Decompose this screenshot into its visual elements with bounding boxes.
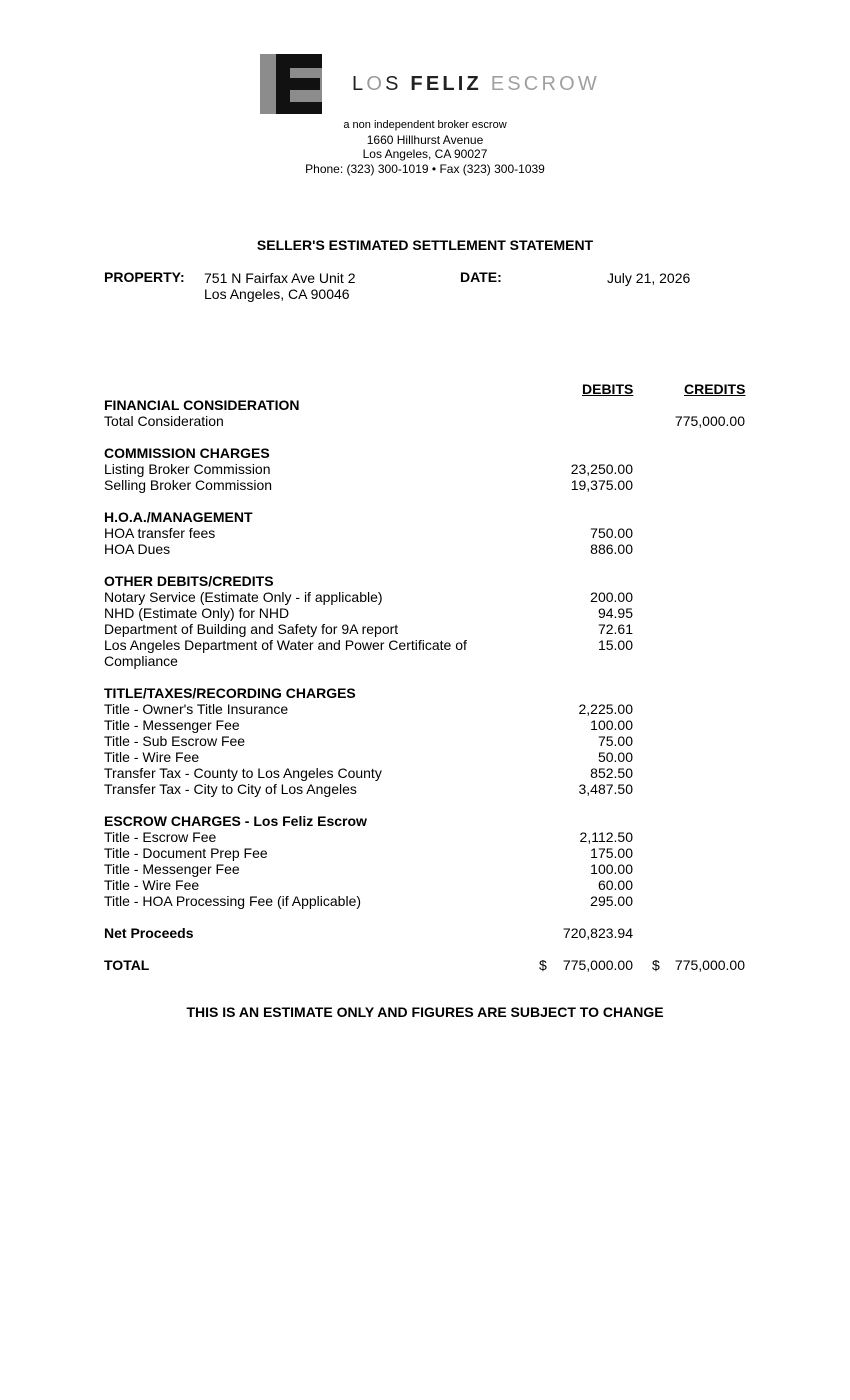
ledger-row (104, 621, 764, 637)
logo-text-o: O (366, 73, 386, 95)
company-phone-fax: Phone: (323) 300-1019 • Fax (323) 300-1039 (305, 161, 545, 176)
company-address-block (0, 118, 850, 176)
row-debit: 50.00 (597, 749, 633, 765)
row-description: Title - Wire Fee (104, 877, 200, 893)
ledger-row (104, 589, 764, 605)
logo-text-feliz: FELIZ (410, 73, 482, 95)
row-debit: 94.95 (597, 605, 633, 621)
row-description: Total Consideration (104, 413, 224, 429)
row-description: Title - Messenger Fee (104, 717, 240, 733)
total-credit-currency: $ (652, 957, 660, 973)
row-description: NHD (Estimate Only) for NHD (104, 605, 290, 621)
row-debit: 750.00 (590, 525, 633, 541)
company-logo-wordmark (352, 72, 600, 96)
row-description: Title - Escrow Fee (104, 829, 217, 845)
ledger-row (104, 861, 764, 877)
row-debit: 100.00 (590, 717, 633, 733)
property-label: PROPERTY: (104, 269, 185, 285)
section-title: OTHER DEBITS/CREDITS (104, 573, 274, 589)
ledger-row (104, 877, 764, 893)
row-debit: 23,250.00 (570, 461, 633, 477)
row-description: Transfer Tax - City to City of Los Angeles (104, 781, 357, 797)
company-street: 1660 Hillhurst Avenue (366, 132, 484, 147)
section-title: H.O.A./MANAGEMENT (104, 509, 253, 525)
net-proceeds-row (104, 925, 764, 941)
row-description: Title - Owner's Title Insurance (104, 701, 289, 717)
section-commission-charges (104, 445, 764, 493)
section-title: FINANCIAL CONSIDERATION (104, 397, 300, 413)
net-proceeds-label: Net Proceeds (104, 925, 194, 941)
row-debit: 100.00 (590, 861, 633, 877)
row-debit: 60.00 (597, 877, 633, 893)
ledger-row (104, 829, 764, 845)
ledger-row (104, 605, 764, 621)
date-value: July 21, 2026 (607, 270, 691, 286)
ledger-row (104, 541, 764, 557)
row-description: Department of Building and Safety for 9A report (104, 621, 399, 637)
ledger-row (104, 733, 764, 749)
row-description: Transfer Tax - County to Los Angeles County (104, 765, 382, 781)
row-description: Title - Messenger Fee (104, 861, 240, 877)
debits-column-header: DEBITS (582, 381, 634, 397)
row-debit: 15.00 (597, 637, 633, 653)
row-debit: 2,225.00 (578, 701, 633, 717)
document-title: SELLER'S ESTIMATED SETTLEMENT STATEMENT (256, 237, 594, 253)
ledger-row (104, 845, 764, 861)
row-debit: 200.00 (590, 589, 633, 605)
net-proceeds-debit: 720,823.94 (562, 925, 633, 941)
company-tagline: a non independent broker escrow (343, 119, 507, 131)
row-debit: 295.00 (590, 893, 633, 909)
property-address-line1: 751 N Fairfax Ave Unit 2 (204, 270, 356, 286)
logo-text-escrow: ESCROW (490, 73, 600, 95)
ledger-row (104, 765, 764, 781)
ledger-row (104, 893, 764, 909)
ledger-row (104, 701, 764, 717)
total-debit: 775,000.00 (562, 957, 633, 973)
section-other-debits-credits (104, 573, 764, 669)
section-financial-consideration (104, 397, 764, 429)
ledger-row (104, 637, 764, 669)
row-debit: 852.50 (590, 765, 633, 781)
row-description: Selling Broker Commission (104, 477, 273, 493)
ledger-row (104, 717, 764, 733)
ledger-row (104, 413, 764, 429)
los-feliz-escrow-logo-icon (260, 54, 322, 114)
total-label: TOTAL (104, 957, 150, 973)
ledger-row (104, 461, 764, 477)
row-description: Title - Document Prep Fee (104, 845, 268, 861)
ledger-row (104, 781, 764, 797)
row-description: HOA Dues (104, 541, 171, 557)
row-credit: 775,000.00 (674, 413, 745, 429)
ledger-row (104, 749, 764, 765)
company-city: Los Angeles, CA 90027 (362, 147, 488, 161)
section-title-taxes-recording (104, 685, 764, 797)
logo-text-l: L (352, 73, 367, 95)
row-description: Listing Broker Commission (104, 461, 271, 477)
section-title: COMMISSION CHARGES (104, 445, 270, 461)
row-debit: 72.61 (597, 621, 633, 637)
section-title: TITLE/TAXES/RECORDING CHARGES (104, 685, 356, 701)
row-debit: 2,112.50 (579, 829, 633, 845)
row-debit: 19,375.00 (570, 477, 633, 493)
ledger-row (104, 477, 764, 493)
row-description: Title - Sub Escrow Fee (104, 733, 246, 749)
credits-column-header: CREDITS (684, 381, 746, 397)
logo-text-s: S (385, 73, 402, 95)
row-debit: 886.00 (590, 541, 633, 557)
settlement-ledger (104, 397, 764, 989)
total-credit: 775,000.00 (674, 957, 745, 973)
total-debit-currency: $ (539, 957, 547, 973)
section-hoa-management (104, 509, 764, 557)
row-description: Notary Service (Estimate Only - if applicable) (104, 589, 383, 605)
date-label: DATE: (460, 269, 502, 285)
property-address-line2: Los Angeles, CA 90046 (204, 286, 350, 302)
row-debit: 3,487.50 (578, 781, 633, 797)
section-escrow-charges (104, 813, 764, 909)
row-description: Los Angeles Department of Water and Power Certificate of Compliance (104, 637, 467, 669)
estimate-disclaimer: THIS IS AN ESTIMATE ONLY AND FIGURES ARE SUBJECT TO CHANGE (186, 1004, 664, 1020)
row-description: Title - Wire Fee (104, 749, 200, 765)
row-description: HOA transfer fees (104, 525, 216, 541)
total-row (104, 957, 764, 973)
section-title: ESCROW CHARGES - Los Feliz Escrow (104, 813, 367, 829)
row-debit: 75.00 (597, 733, 633, 749)
section-total (104, 957, 764, 973)
row-description: Title - HOA Processing Fee (if Applicable) (104, 893, 362, 909)
ledger-row (104, 525, 764, 541)
section-net-proceeds (104, 925, 764, 941)
row-debit: 175.00 (590, 845, 633, 861)
